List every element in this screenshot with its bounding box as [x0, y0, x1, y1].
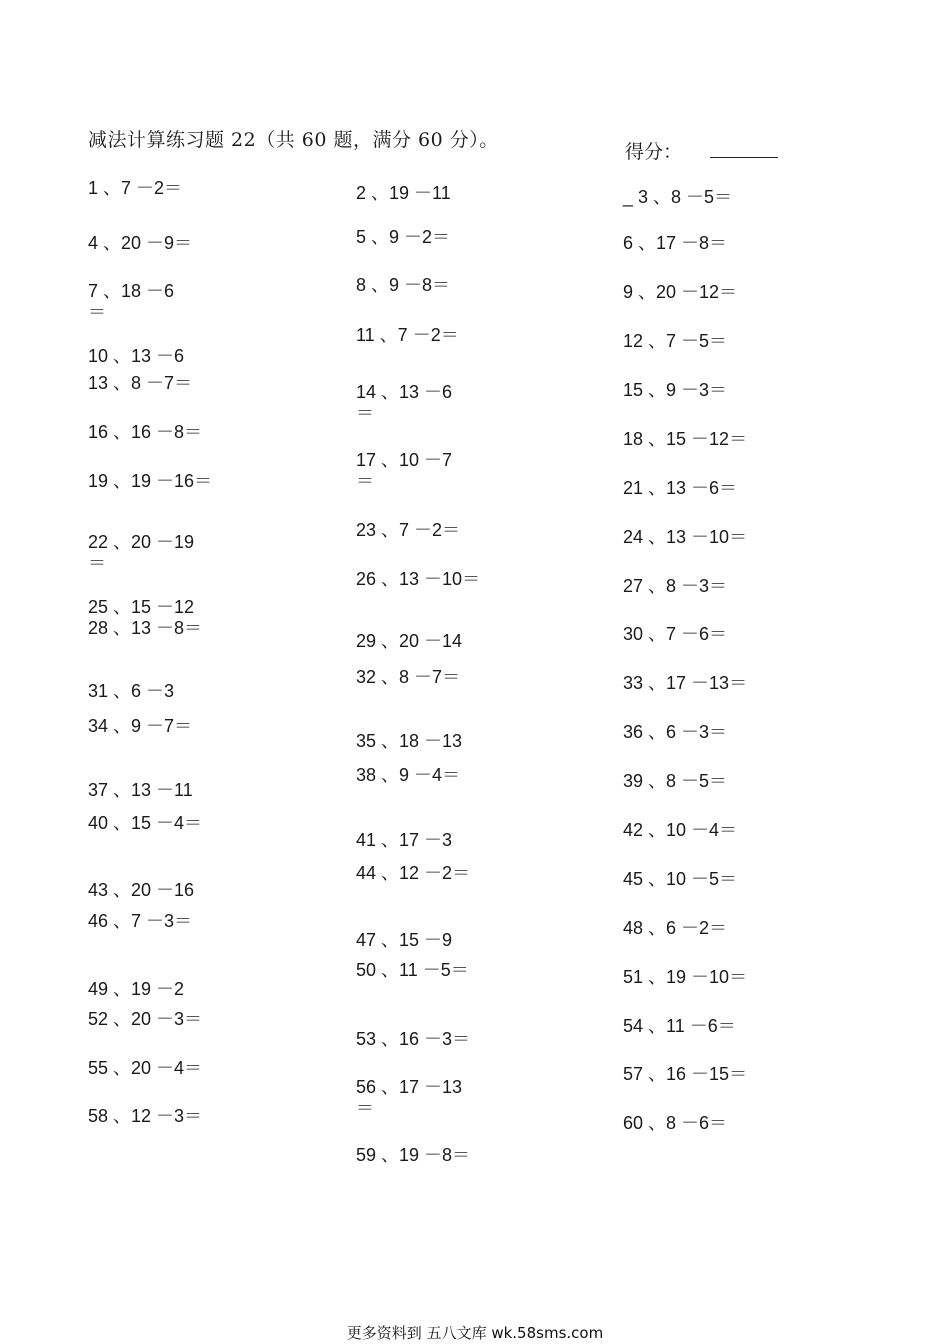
problem-item: 19 、19 －16＝ — [88, 471, 213, 491]
problem-item: 23 、7 －2＝ — [356, 520, 461, 540]
problem-item: 54 、11 －6＝ — [623, 1016, 736, 1036]
problem-item: 51 、19 －10＝ — [623, 967, 748, 987]
problem-item: 45 、10 －5＝ — [623, 869, 738, 889]
problem-item: 29 、20 －14 — [356, 631, 463, 651]
problem-item: 22 、20 －19 ＝ — [88, 532, 195, 573]
problem-item: 2 、19 －11 — [356, 183, 451, 203]
problem-item: 37 、13 －11 — [88, 780, 193, 800]
problem-item: 13 、8 －7＝ — [88, 373, 193, 393]
problem-item: 41 、17 －3 — [356, 830, 453, 850]
problem-item: 4 、20 －9＝ — [88, 233, 193, 253]
problem-item: 36 、6 －3＝ — [623, 722, 728, 742]
problem-item: 49 、19 －2 — [88, 979, 185, 999]
problem-item: 14 、13 －6 ＝ — [356, 382, 453, 423]
problem-item: 8 、9 －8＝ — [356, 275, 451, 295]
problem-item: 6 、17 －8＝ — [623, 233, 728, 253]
worksheet-title: 减法计算练习题 22（共 60 题，满分 60 分）。 — [88, 129, 499, 151]
problem-item: 40 、15 －4＝ — [88, 813, 203, 833]
problem-item: 58 、12 －3＝ — [88, 1106, 203, 1126]
problem-item: 17 、10 －7 ＝ — [356, 450, 453, 491]
problem-item: 42 、10 －4＝ — [623, 820, 738, 840]
problem-item: 21 、13 －6＝ — [623, 478, 738, 498]
problem-item: 24 、13 －10＝ — [623, 527, 748, 547]
problem-item: 53 、16 －3＝ — [356, 1029, 471, 1049]
problem-item: 1 、7 －2＝ — [88, 178, 183, 198]
problem-item: _ 3 、8 －5＝ — [623, 187, 733, 207]
score-field — [625, 137, 778, 164]
problem-item: 57 、16 －15＝ — [623, 1064, 748, 1084]
problem-item: 43 、20 －16 — [88, 880, 195, 900]
problem-item: 46 、7 －3＝ — [88, 911, 193, 931]
problem-item: 7 、18 －6 ＝ — [88, 281, 175, 322]
problem-item: 50 、11 －5＝ — [356, 960, 469, 980]
problem-item: 56 、17 －13 ＝ — [356, 1077, 463, 1118]
problem-item: 34 、9 －7＝ — [88, 716, 193, 736]
problem-item: 33 、17 －13＝ — [623, 673, 748, 693]
problem-item: 28 、13 －8＝ — [88, 618, 203, 638]
problem-item: 25 、15 －12 — [88, 597, 195, 617]
problem-item: 12 、7 －5＝ — [623, 331, 728, 351]
problem-item: 15 、9 －3＝ — [623, 380, 728, 400]
problem-item: 18 、15 －12＝ — [623, 429, 748, 449]
problem-item: 59 、19 －8＝ — [356, 1145, 471, 1165]
problem-item: 47 、15 －9 — [356, 930, 453, 950]
problem-item: 32 、8 －7＝ — [356, 667, 461, 687]
problem-item: 38 、9 －4＝ — [356, 765, 461, 785]
problem-item: 55 、20 －4＝ — [88, 1058, 203, 1078]
problem-item: 35 、18 －13 — [356, 731, 463, 751]
score-blank-line — [710, 143, 778, 158]
problem-item: 9 、20 －12＝ — [623, 282, 738, 302]
footer-watermark: 更多资料到 五八文库 wk.58sms.com — [346, 1324, 604, 1342]
score-label: 得分： — [625, 141, 683, 163]
problem-item: 39 、8 －5＝ — [623, 771, 728, 791]
problem-item: 60 、8 －6＝ — [623, 1113, 728, 1133]
problem-item: 31 、6 －3 — [88, 681, 175, 701]
problem-item: 48 、6 －2＝ — [623, 918, 728, 938]
problem-item: 16 、16 －8＝ — [88, 422, 203, 442]
problem-item: 52 、20 －3＝ — [88, 1009, 203, 1029]
problem-item: 5 、9 －2＝ — [356, 227, 451, 247]
problem-item: 30 、7 －6＝ — [623, 624, 728, 644]
problem-item: 11 、7 －2＝ — [356, 325, 459, 345]
problem-item: 27 、8 －3＝ — [623, 576, 728, 596]
problem-item: 10 、13 －6 — [88, 346, 185, 366]
problem-item: 26 、13 －10＝ — [356, 569, 481, 589]
problem-item: 44 、12 －2＝ — [356, 863, 471, 883]
